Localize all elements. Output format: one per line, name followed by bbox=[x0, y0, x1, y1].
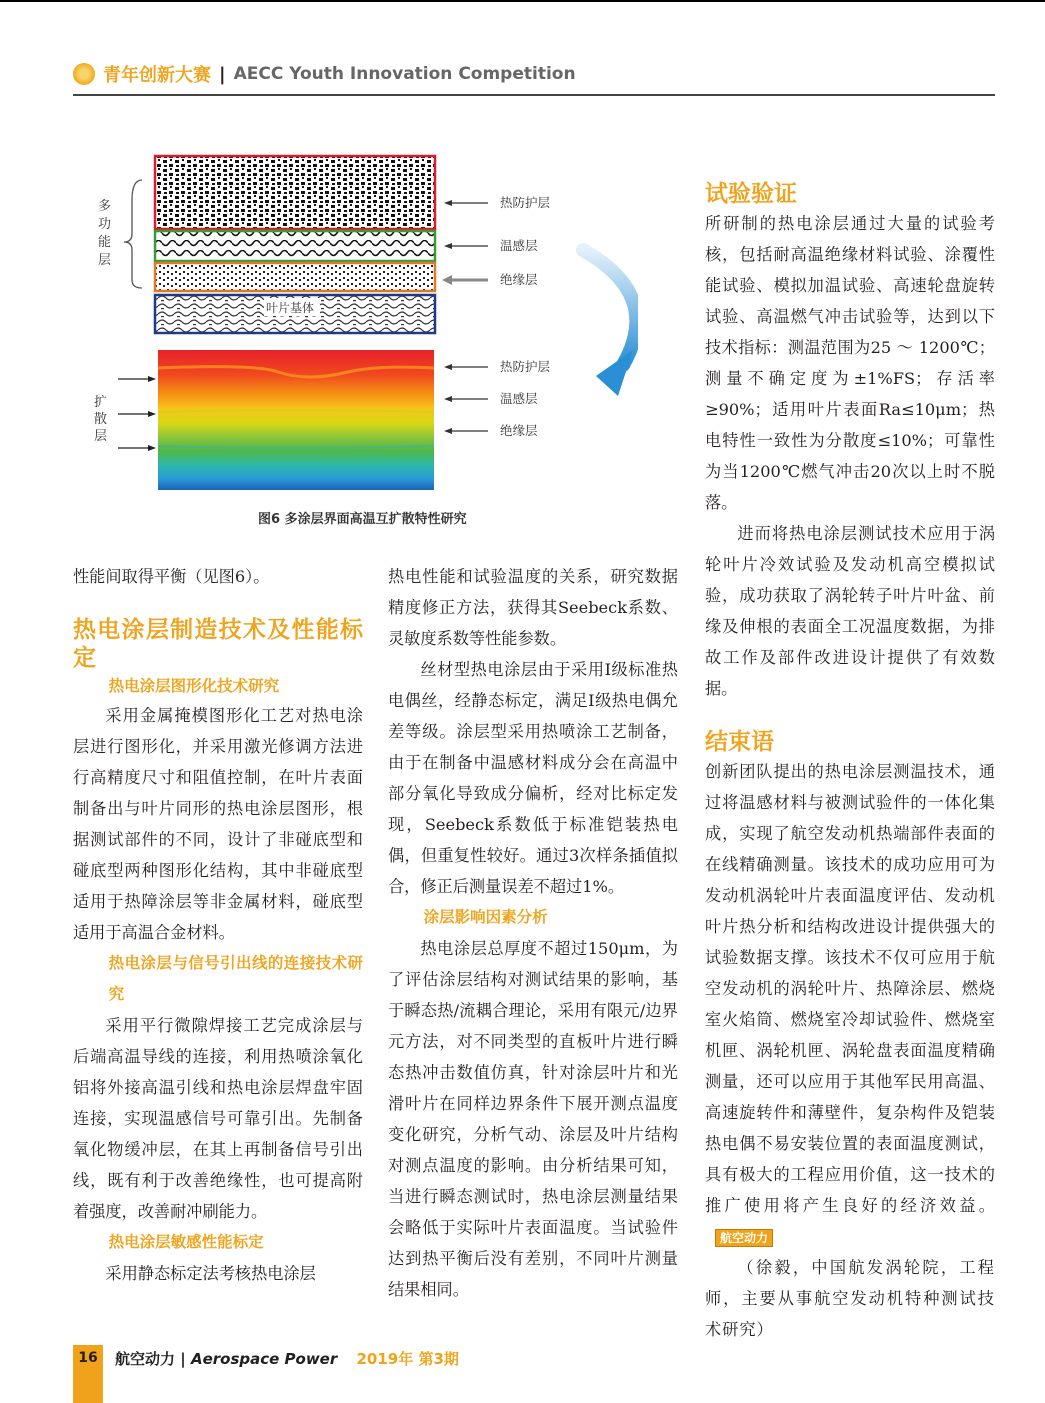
conclusion-text: 创新团队提出的热电涂层测温技术，通过将温感材料与被测试验件的一体化集成，实现了航空发动机热端部件表面的在线精确测量。该技术的成功应用可为发动机涡轮叶片表面温度评估、发动机叶片热分析和结构改进设计提供强大的试验数据支撑。该技术不仅可应用于航空发动机的涡轮叶片、热障涂层、燃烧室火焰筒、燃烧室冷却试验件、燃烧室机匣、涡轮机匣、涡轮盘表面温度精确测量，还可以应用于其他军民用高温、高速旋转件和薄壁件，复杂构件及铠装热电偶不易安装位置的表面温度测试，具有极大的工程应用价值，这一技术的推广使用将产生良好的经济效益。 bbox=[705, 762, 995, 1215]
subheading-signal-lead: 热电涂层与信号引出线的连接技术研究 bbox=[108, 954, 363, 1003]
label-temp-sensing-top: 温感层 bbox=[500, 238, 538, 253]
bottom-layer-labels bbox=[444, 359, 551, 438]
header-en-title: AECC Youth Innovation Competition bbox=[233, 64, 576, 84]
column-1 bbox=[73, 561, 363, 1289]
subheading-calibration: 热电涂层敏感性能标定 bbox=[108, 1233, 264, 1251]
col2-paragraph-2: 丝材型热电涂层由于采用I级标准热电偶丝，经静态标定，满足I级热电偶允差等级。涂层型采用热喷涂工艺制备，由于在制备中温感材料成分会在高温中部分氧化导致成分偏析，经对比标定发现，Seebeck系数低于标准铠装热电偶，但重复性较好。通过3次样条插值拟合，修正后测量误差不超过1%。 bbox=[388, 660, 678, 896]
header-separator: | bbox=[219, 63, 226, 85]
col1-paragraph-1: 采用金属掩模图形化工艺对热电涂层进行图形化，并采用激光修调方法进行高精度尺寸和阻值控制，在叶片表面制备出与叶片同形的热电涂层图形，根据测试部件的不同，设计了非碰底型和碰底型两种图形化结构，其中非碰底型适用于热障涂层等非金属材料，碰底型适用于高温合金材料。 bbox=[73, 706, 363, 942]
header-cn-title: 青年创新大赛 bbox=[103, 65, 211, 86]
diffusion-arrows-icon bbox=[118, 376, 156, 451]
col2-paragraph-1: 热电性能和试验温度的关系，研究数据精度修正方法，获得其Seebeck系数、灵敏度系数等性能参数。 bbox=[388, 567, 678, 648]
top-layer-labels bbox=[442, 195, 551, 287]
footer-journal bbox=[115, 1348, 459, 1369]
label-thermal-protection-bottom: 热防护层 bbox=[500, 359, 551, 374]
coating-diffusion-figure bbox=[78, 150, 638, 500]
author-note: （徐毅，中国航发涡轮院，工程师，主要从事航空发动机特种测试技术研究） bbox=[705, 1258, 995, 1339]
subheading-patterning: 热电涂层图形化技术研究 bbox=[108, 677, 280, 695]
sun-logo-icon bbox=[73, 63, 95, 85]
curved-arrow-icon bbox=[583, 250, 636, 365]
label-temp-sensing-bottom: 温感层 bbox=[500, 391, 538, 406]
label-insulation-bottom: 绝缘层 bbox=[500, 423, 538, 438]
group-label-multifunction: 多功能层 bbox=[98, 199, 112, 268]
subheading-factors: 涂层影响因素分析 bbox=[423, 908, 548, 926]
section-heading-manufacturing: 热电涂层制造技术及性能标定 bbox=[73, 617, 363, 671]
section-heading-conclusion: 结束语 bbox=[705, 729, 774, 755]
label-insulation-top: 绝缘层 bbox=[500, 272, 538, 287]
col3-paragraph-1: 所研制的热电涂层通过大量的试验考核，包括耐高温绝缘材料试验、涂覆性能试验、模拟加温试验、高速轮盘旋转试验、高温燃气冲击试验等，达到以下技术指标：测温范围为25 ～ 1200℃；测量不确定度为±1%FS；存活率≥90%；适用叶片表面Ra≤10μm；热电特性一致性为分散度≤10%；可靠性为当1200℃燃气冲击20次以上时不脱落。 bbox=[705, 214, 995, 512]
end-badge: 航空动力 bbox=[715, 1229, 773, 1247]
section-heading-verification: 试验验证 bbox=[705, 181, 797, 207]
col1-paragraph-2: 采用平行微隙焊接工艺完成涂层与后端高温导线的连接，利用热喷涂氧化铝将外接高温引线和热电涂层焊盘牢固连接，实现温感信号可靠引出。先制备氧化物缓冲层，在其上再制备信号引出线，既有利于改善绝缘性，也可提高附着强度，改善耐冲刷能力。 bbox=[73, 1016, 363, 1221]
header-rule bbox=[73, 94, 995, 96]
col3-paragraph-3 bbox=[705, 756, 995, 1252]
page-header bbox=[73, 58, 576, 90]
col2-paragraph-3: 热电涂层总厚度不超过150μm，为了评估涂层结构对测试结果的影响，基于瞬态热/流耦合理论，采用有限元/边界元方法，对不同类型的直板叶片进行瞬态热冲击数值仿真，针对涂层叶片和光滑叶片在同样边界条件下展开测点温度变化研究，分析气动、涂层及叶片结构对测点温度的影响。由分析结果可知，当进行瞬态测试时，热电涂层测量结果会略低于实际叶片表面温度。当试验件达到热平衡后没有差别，不同叶片测量结果相同。 bbox=[388, 939, 678, 1299]
col1-paragraph-0: 性能间取得平衡（见图6）。 bbox=[73, 567, 270, 586]
journal-en: Aerospace Power bbox=[190, 1350, 338, 1368]
col3-paragraph-2: 进而将热电涂层测试技术应用于涡轮叶片冷效试验及发动机高空模拟试验，成功获取了涡轮转子叶片叶盆、前缘及伸根的表面全工况温度数据，为排故工作及部件改进设计提供了有效数据。 bbox=[705, 524, 995, 698]
substrate-label: 叶片基体 bbox=[266, 301, 315, 315]
group-label-diffusion: 扩散层 bbox=[94, 395, 108, 444]
label-thermal-protection-top: 热防护层 bbox=[500, 195, 551, 210]
col1-paragraph-3: 采用静态标定法考核热电涂层 bbox=[105, 1264, 316, 1283]
journal-issue: 2019年 第3期 bbox=[356, 1350, 459, 1368]
column-2 bbox=[388, 561, 678, 1305]
column-3 bbox=[705, 180, 995, 1345]
journal-cn: 航空动力 bbox=[115, 1350, 176, 1368]
journal-sep: | bbox=[180, 1350, 186, 1368]
figure-caption: 图6 多涂层界面高温互扩散特性研究 bbox=[258, 512, 467, 527]
top-border bbox=[0, 0, 1045, 2]
page-number: 16 bbox=[78, 1350, 98, 1366]
